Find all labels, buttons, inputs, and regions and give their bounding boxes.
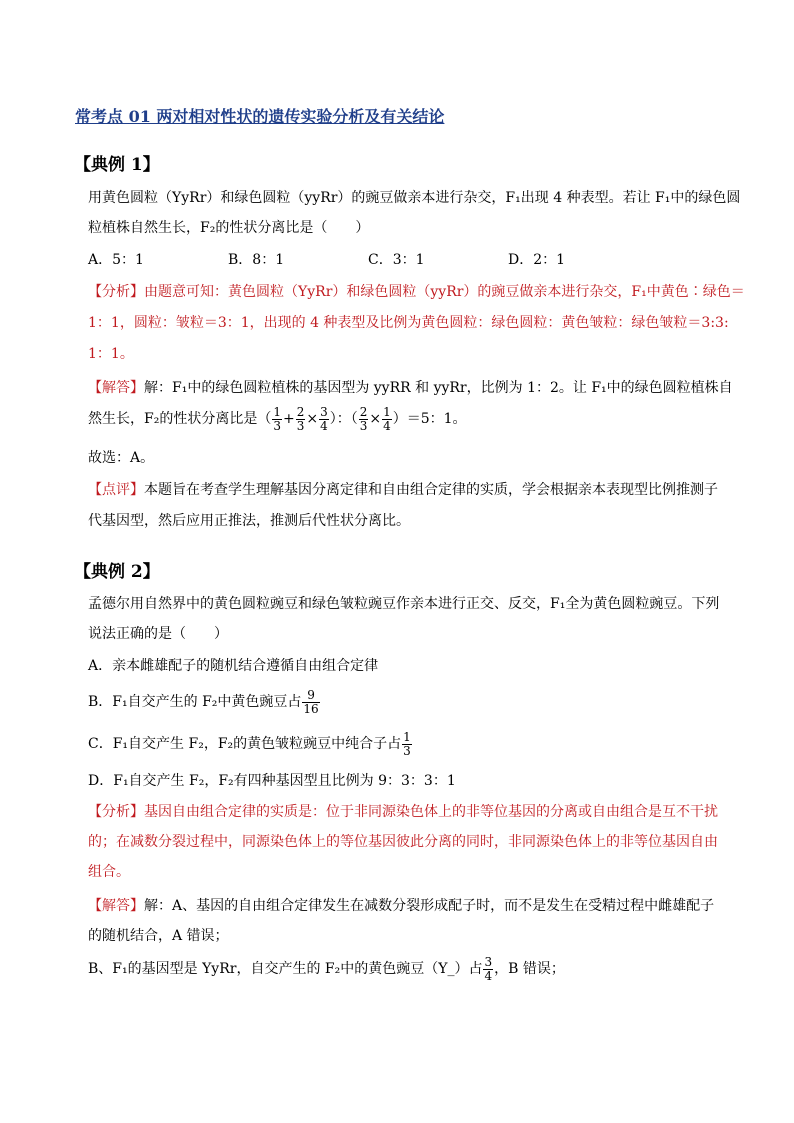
fraction	[272, 406, 282, 433]
fraction-numerator: 3	[484, 954, 493, 969]
section-title: 常考点 01 两对相对性状的遗传实验分析及有关结论	[75, 107, 445, 126]
example2-option-b[interactable]	[88, 686, 321, 718]
fraction-numerator: 3	[320, 404, 328, 419]
fraction-denominator: 4	[320, 418, 328, 433]
example1-analysis-line3: 1：1。	[88, 346, 134, 362]
answer-text: 解：F₁中的绿色圆粒植株的基因型为 yyRR 和 yyRr，比例为 1：2。让 F₁中的绿色圆粒植株自	[144, 380, 733, 396]
answer-line2-end: ）＝5：1。	[392, 411, 467, 427]
answer-tag: 【解答】	[88, 898, 144, 914]
example2-answer-line3	[88, 953, 565, 985]
fraction-denominator: 3	[359, 418, 368, 433]
fraction-denominator: 3	[273, 418, 281, 433]
example1-options	[88, 250, 648, 270]
example2-analysis-line3: 组合。	[88, 864, 130, 880]
fraction-denominator: 3	[296, 418, 305, 433]
example2-question-line1: 孟德尔用自然界中的黄色圆粒豌豆和绿色皱粒豌豆作亲本进行正交、反交，F₁全为黄色圆粒豌豆。下列	[88, 596, 720, 612]
fraction	[296, 406, 306, 433]
example1-analysis-line2: 1：1，圆粒：皱粒＝3：1，出现的 4 种表型及比例为黄色圆粒：绿色圆粒：黄色皱粒：绿色皱粒＝3:3:	[88, 315, 729, 331]
fraction-numerator: 2	[296, 404, 305, 419]
fraction-denominator: 3	[403, 743, 411, 758]
fraction	[302, 689, 319, 716]
example1-answer-line1	[88, 378, 733, 398]
fraction-numerator: 1	[273, 404, 281, 419]
example1-heading: 【典例 1】	[74, 155, 160, 175]
option-b-text: B．F₁自交产生的 F₂中黄色豌豆占	[88, 694, 302, 710]
option-c[interactable]: C．3：1	[368, 252, 425, 268]
option-a[interactable]: A．5：1	[88, 252, 144, 268]
example1-analysis-line1	[88, 282, 745, 302]
analysis-tag: 【分析】	[88, 804, 144, 820]
example1-comment-line2: 代基因型，然后应用正推法，推测后代性状分离比。	[88, 513, 410, 529]
analysis-text: 由题意可知：黄色圆粒（YyRr）和绿色圆粒（yyRr）的豌豆做亲本进行杂交，F₁中黄色∶绿色＝	[144, 284, 745, 300]
option-d[interactable]: D．2：1	[508, 252, 566, 268]
fraction-numerator: 2	[359, 404, 368, 419]
example2-question-line2: 说法正确的是（ ）	[88, 626, 228, 642]
example1-answer-line2: 然生长，F₂的性状分离比是（ $\frac{1}{3}$ + $\frac{2}{3}$ × $\frac{3}{4}$ ）：（ $\frac{2}{3}$ × $\frac{1}{4}$ ）＝5：1。	[88, 404, 467, 433]
analysis-tag: 【分析】	[88, 284, 144, 300]
answer-line3-start: B、F₁的基因型是 YyRr，自交产生的 F₂中的黄色豌豆（Y_）占	[88, 961, 483, 977]
fraction-numerator: 1	[383, 404, 391, 419]
fraction-numerator: 1	[403, 729, 411, 744]
fraction	[402, 731, 412, 758]
fraction-denominator: 4	[383, 418, 391, 433]
example1-conclusion: 故选：A。	[88, 450, 155, 466]
example2-answer-line1	[88, 896, 714, 916]
analysis-text: 基因自由组合定律的实质是：位于非同源染色体上的非等位基因的分离或自由组合是互不干扰	[144, 804, 718, 820]
option-c-text: C．F₁自交产生 F₂，F₂的黄色皱粒豌豆中纯合子占	[88, 736, 402, 752]
option-b[interactable]: B．8：1	[228, 252, 285, 268]
fraction	[359, 406, 369, 433]
answer-line3-end: ，B 错误；	[494, 961, 565, 977]
example1-comment-line1	[88, 480, 718, 500]
fraction	[483, 956, 493, 983]
comment-text: 本题旨在考查学生理解基因分离定律和自由组合定律的实质，学会根据亲本表现型比例推测子	[144, 482, 718, 498]
fraction	[319, 406, 329, 433]
example2-analysis-line2: 的；在减数分裂过程中，同源染色体上的等位基因彼此分离的同时，非同源染色体上的非等位基因自由	[88, 834, 718, 850]
example2-option-d[interactable]: D．F₁自交产生 F₂，F₂有四种基因型且比例为 9：3：3：1	[88, 773, 456, 789]
fraction	[382, 406, 392, 433]
example2-option-a[interactable]: A．亲本雌雄配子的随机结合遵循自由组合定律	[88, 658, 379, 674]
example1-question-line2: 粒植株自然生长，F₂的性状分离比是（ ）	[88, 220, 370, 236]
example2-option-c[interactable]	[88, 728, 413, 760]
example2-analysis-line1	[88, 802, 718, 822]
fraction-denominator: 4	[484, 968, 493, 983]
answer-text: 解：A、基因的自由组合定律发生在减数分裂形成配子时，而不是发生在受精过程中雌雄配子	[144, 898, 715, 914]
example2-heading: 【典例 2】	[74, 562, 160, 582]
example2-answer-line2: 的随机结合，A 错误；	[88, 928, 229, 944]
answer-tag: 【解答】	[88, 380, 144, 396]
comment-tag: 【点评】	[88, 482, 144, 498]
answer-line2-mid: ）：（	[329, 411, 358, 427]
answer-line2-start: 然生长，F₂的性状分离比是（	[88, 411, 272, 427]
fraction-numerator: 9	[302, 689, 319, 703]
example1-question-line1: 用黄色圆粒（YyRr）和绿色圆粒（yyRr）的豌豆做亲本进行杂交，F₁出现 4 种表型。若让 F₁中的绿色圆	[88, 190, 741, 206]
fraction-denominator: 16	[303, 701, 319, 716]
